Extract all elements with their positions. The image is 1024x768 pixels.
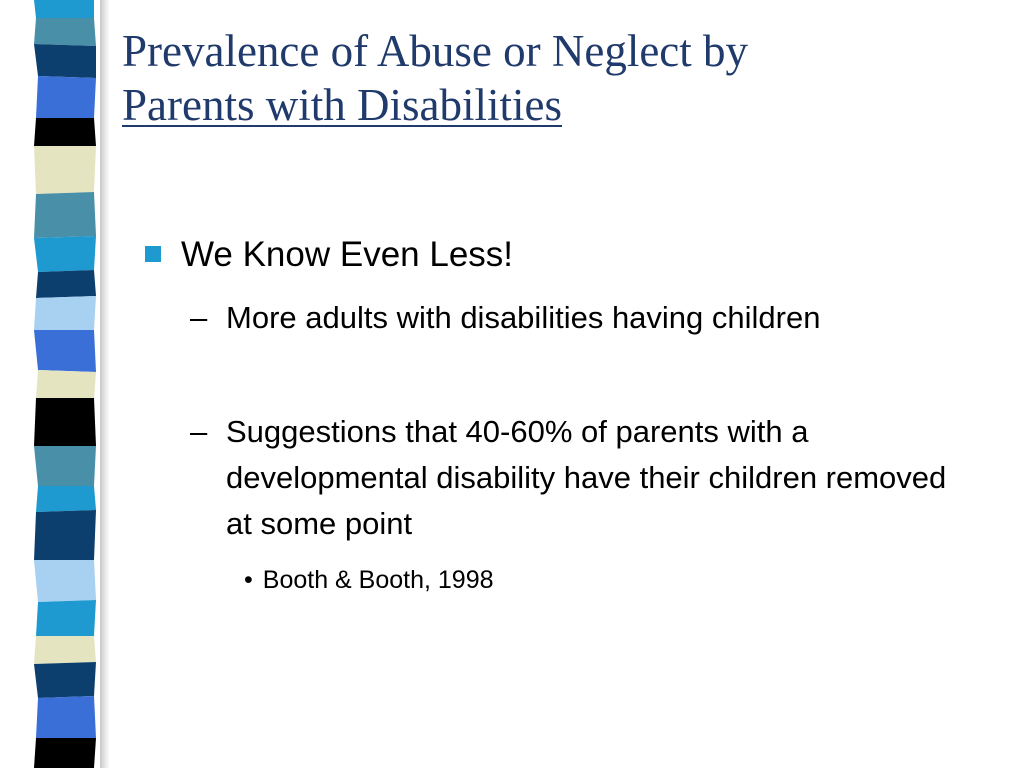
- bullet-level2: [190, 409, 970, 547]
- dash-bullet-icon: –: [190, 300, 208, 335]
- square-bullet-icon: [145, 246, 161, 262]
- citation-text: Booth & Booth, 1998: [262, 566, 494, 594]
- bullet-level1: [145, 232, 513, 278]
- bullet-level2-text: Suggestions that 40-60% of parents with a developmental disability have their children removed at some point: [226, 414, 947, 541]
- bullet-level3: [244, 562, 494, 598]
- dash-bullet-icon: –: [190, 414, 208, 449]
- bullet-level1-text: We Know Even Less!: [181, 235, 514, 274]
- dot-bullet-icon: •: [244, 566, 253, 594]
- bullet-level2-text: More adults with disabilities having children: [226, 300, 821, 335]
- bullet-level2: [190, 295, 1000, 341]
- slide-title-line2: Parents with Disabilities: [122, 80, 562, 130]
- slide-title-line1: Prevalence of Abuse or Neglect by: [122, 26, 749, 76]
